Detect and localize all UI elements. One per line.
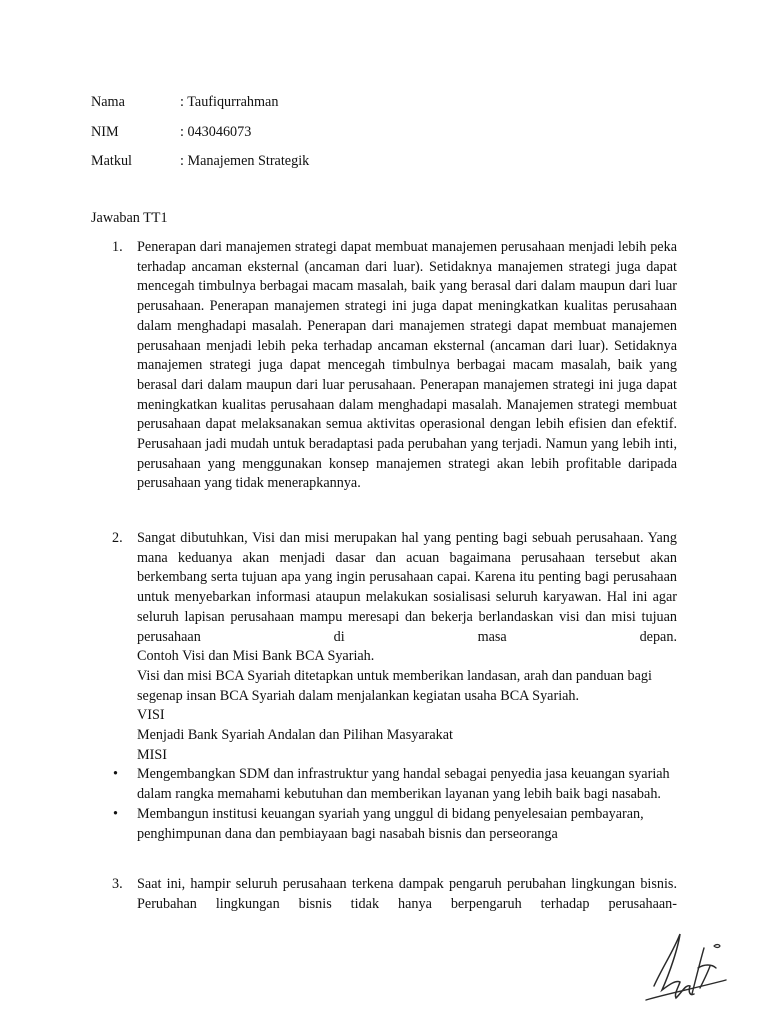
answer-3-text: Saat ini, hampir seluruh perusahaan terkena dampak pengaruh perubahan lingkungan bisnis. Perubahan lingkungan bisnis tidak hanya berpengaruh terhadap perusahaan- [137,876,677,912]
misi-item [113,765,677,804]
misi-item-text: Mengembangkan SDM dan infrastruktur yang handal sebagai penyedia jasa keuangan syariah dalam rangka memahami kebutuhan dan memberikan layanan yang lebih baik bagi nasabah. [137,766,670,803]
answer-2-number: 2. [112,530,123,546]
answer-3-number: 3. [112,876,123,892]
answer-2-text: Sangat dibutuhkan, Visi dan misi merupakan hal yang penting bagi sebuah perusahaan. Yang mana keduanya akan menjadi dasar dan acuan bagaimana perusahaan tersebut akan berkembang serta tujuan apa yang ingin perusahaan capai. Karena itu penting bagi perusahaan untuk menyebarkan informasi ataupun melakukan sosialisasi seluruh karyawan. Hal ini agar seluruh lapisan perusahaan mampu meresapi dan bekerja berlandaskan visi dan misi tujuan perusahaan di masa depan. [137,530,677,645]
misi-item [113,805,677,844]
misi-label: MISI [137,746,167,763]
visi-label: VISI [137,707,165,724]
answer-3 [112,875,677,914]
matkul-value: : Manajemen Strategik [180,153,310,169]
answer-1 [112,238,677,494]
misi-item-text: Membangun institusi keuangan syariah yang unggul di bidang penyelesaian pembayaran, penghimpunan dana dan pembiayaan bagi nasabah bisnis dan perseoranga [137,805,644,842]
answer-2 [112,529,677,844]
misi-list [113,765,677,844]
bullet-icon: • [113,805,118,822]
matkul-label: Matkul [91,153,132,169]
signature-icon [640,928,730,1008]
answer-2-intro: Visi dan misi BCA Syariah ditetapkan untuk memberikan landasan, arah dan panduan bagi segenap insan BCA Syariah dalam menjalankan kegiatan usaha BCA Syariah. [137,667,652,704]
answers-heading: Jawaban TT1 [91,210,168,226]
answer-1-text: Penerapan dari manajemen strategi dapat membuat manajemen perusahaan menjadi lebih peka terhadap ancaman eksternal (ancaman dari luar). Setidaknya manajemen strategi juga dapat mencegah timbulnya berbagai macam masalah, baik yang berasal dari dalam maupun dari luar perusahaan. Penerapan manajemen strategi ini juga dapat meningkatkan kualitas perusahaan dalam menghadapi masalah. Penerapan dari manajemen strategi dapat membuat manajemen perusahaan menjadi lebih peka terhadap ancaman eksternal (ancaman dari luar). Setidaknya manajemen strategi juga dapat mencegah timbulnya berbagai macam masalah, baik yang berasal dari dalam maupun dari luar perusahaan. Penerapan manajemen strategi ini juga dapat meningkatkan kualitas perusahaan dalam menghadapi masalah. Manajemen strategi membuat perusahaan dapat melaksanakan semua aktivitas operasional dengan lebih efisien dan efektif. Perusahaan jadi mudah untuk beradaptasi pada perubahan yang terjadi. Namun yang lebih inti, perusahaan yang menggunakan konsep manajemen strategi akan lebih profitable daripada perusahaan yang tidak menerapkannya. [137,239,677,492]
nama-value: : Taufiqurrahman [180,94,279,110]
visi-text: Menjadi Bank Syariah Andalan dan Pilihan Masyarakat [137,727,453,744]
answer-1-number: 1. [112,239,123,255]
nim-label: NIM [91,124,119,140]
nim-value: : 043046073 [180,124,252,140]
bullet-icon: • [113,766,118,783]
answer-2-contoh: Contoh Visi dan Misi Bank BCA Syariah. [137,648,375,665]
nama-label: Nama [91,94,125,110]
